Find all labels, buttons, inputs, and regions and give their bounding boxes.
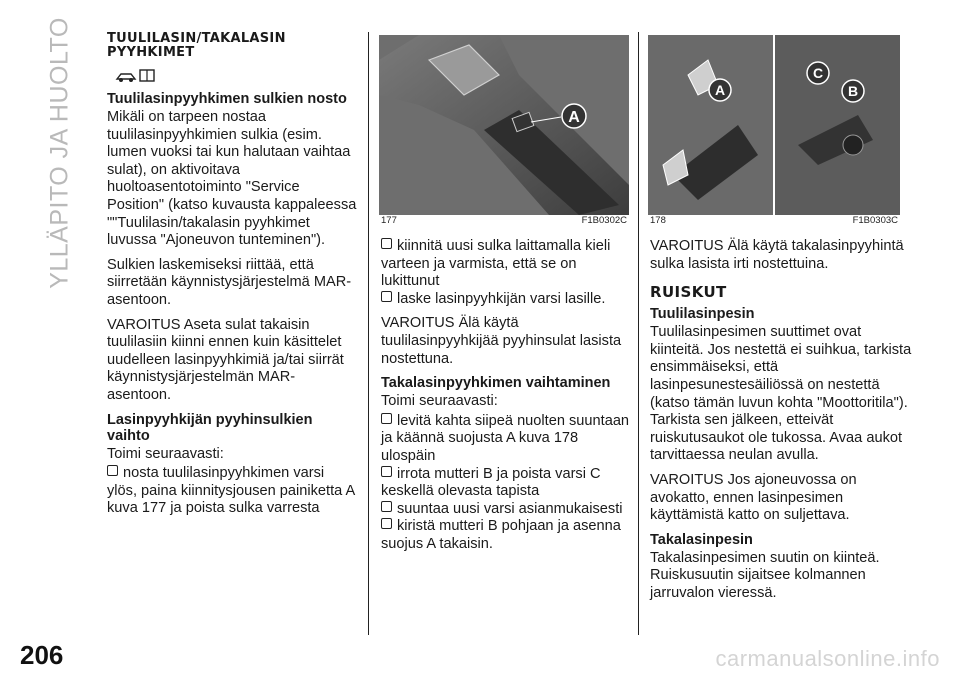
section-heading-washers: RUISKUT	[650, 283, 727, 302]
column-1	[107, 32, 357, 518]
warning-paragraph: VAROITUS Älä käytä takalasinpyyhintä sulka lasista irti nostettuina.	[650, 238, 904, 272]
bullet-icon	[381, 291, 392, 302]
list-item: kiristä mutteri B pohjaan ja asenna suojus A takaisin.	[381, 518, 621, 552]
paragraph: Toimi seuraavasti:	[107, 445, 224, 462]
warning-paragraph: VAROITUS Jos ajoneuvossa on avokatto, ennen lasinpesimen käyttämistä katto on suljettava.	[650, 471, 857, 524]
column-3	[650, 238, 912, 610]
list-item: levitä kahta siipeä nuolten suuntaan ja käännä suojusta A kuva 178 ulospäin	[381, 412, 630, 464]
paragraph: Tuulilasinpesimen suuttimet ovat kiinteitä. Jos nestettä ei suihkua, tarkista ensimmäiseksi, että lasinpesunestesäiliössä on nestettä (katso tämän luvun kohta "Moottoritila"). Tarkista sen jälkeen, etteivät ruiskutusaukot ole tukossa. Avaa aukot tarvittaessa neulan avulla.	[650, 324, 912, 464]
callout-b: B	[847, 83, 859, 99]
figure-code: F1B0302C	[581, 215, 627, 226]
bullet-icon	[381, 518, 392, 529]
figure-code: F1B0303C	[852, 215, 898, 226]
subheading-rear-washer: Takalasinpesin	[650, 531, 753, 548]
paragraph: Toimi seuraavasti:	[381, 393, 498, 410]
list-item: suuntaa uusi varsi asianmukaisesti	[381, 501, 631, 519]
callout-a: A	[714, 82, 726, 98]
wiper-blade-illustration	[379, 35, 629, 215]
figure-number: 178	[650, 215, 666, 226]
callout-a: A	[568, 109, 580, 126]
column-divider-1	[368, 32, 369, 635]
bullet-icon	[107, 465, 118, 476]
warning-paragraph: VAROITUS Aseta sulat takaisin tuulilasiin kiinni ennen kuin käsittelet uudelleen lasinpyyhkimiä ja/tai siirrät käynnistysjärjestelmän MAR-asentoon.	[107, 316, 344, 403]
bullet-icon	[381, 413, 392, 424]
bullet-icon	[381, 501, 392, 512]
watermark: carmanualsonline.info	[715, 646, 940, 671]
section-title-vertical	[40, 16, 80, 289]
figure-number: 177	[381, 215, 397, 226]
bullet-icon	[381, 238, 392, 249]
subheading-lift-blades: Tuulilasinpyyhkimen sulkien nosto	[107, 91, 347, 107]
column-2	[381, 238, 631, 554]
list-item: laske lasinpyyhkijän varsi lasille.	[381, 291, 631, 309]
rear-wiper-illustration	[648, 35, 900, 215]
paragraph: Takalasinpesimen suutin on kiinteä. Ruiskusuutin sijaitsee kolmannen jarruvalon vieressä.	[650, 549, 880, 601]
car-manual-icon	[115, 67, 157, 83]
subheading-rear-wiper: Takalasinpyyhkimen vaihtaminen	[381, 375, 611, 392]
section-title-text: YLLÄPITO JA HUOLTO	[45, 16, 74, 289]
subheading-windscreen-washer: Tuulilasinpesin	[650, 306, 755, 323]
callout-c: C	[812, 65, 824, 81]
figure-177	[379, 35, 629, 227]
column-divider-2	[638, 32, 639, 635]
bullet-icon	[381, 466, 392, 477]
subheading-replace-blades: Lasinpyyhkijän pyyhinsulkien vaihto	[107, 411, 313, 444]
figure-178	[648, 35, 900, 227]
list-item: irrota mutteri B ja poista varsi C keskellä olevasta tapista	[381, 465, 601, 500]
list-item: kiinnitä uusi sulka laittamalla kieli varteen ja varmista, että se on lukittunut	[381, 238, 611, 290]
list-item: nosta tuulilasinpyyhkimen varsi ylös, paina kiinnitysjousen painiketta A kuva 177 ja poista sulka varresta	[107, 465, 355, 517]
paragraph: Sulkien laskemiseksi riittää, että siirretään käynnistysjärjestelmä MAR-asentoon.	[107, 256, 352, 308]
warning-paragraph: VAROITUS Älä käytä tuulilasinpyyhkijää pyyhinsulat lasista nostettuna.	[381, 315, 622, 367]
section-heading-wipers: TUULILASIN/TAKALASIN PYYHKIMET	[107, 31, 286, 60]
car-book-icon	[115, 67, 357, 86]
paragraph: Mikäli on tarpeen nostaa tuulilasinpyyhkimien sulkia (esim. lumen vuoksi tai kun halutaan vaihtaa sulat), on aktivoitava huoltoasentotoiminto "Service Position" (katso kuvausta kappaleessa ""Tuulilasin/takalasin pyyhkimet luvussa "Ajoneuvon tunteminen").	[107, 109, 357, 249]
page-number: 206	[20, 640, 64, 670]
